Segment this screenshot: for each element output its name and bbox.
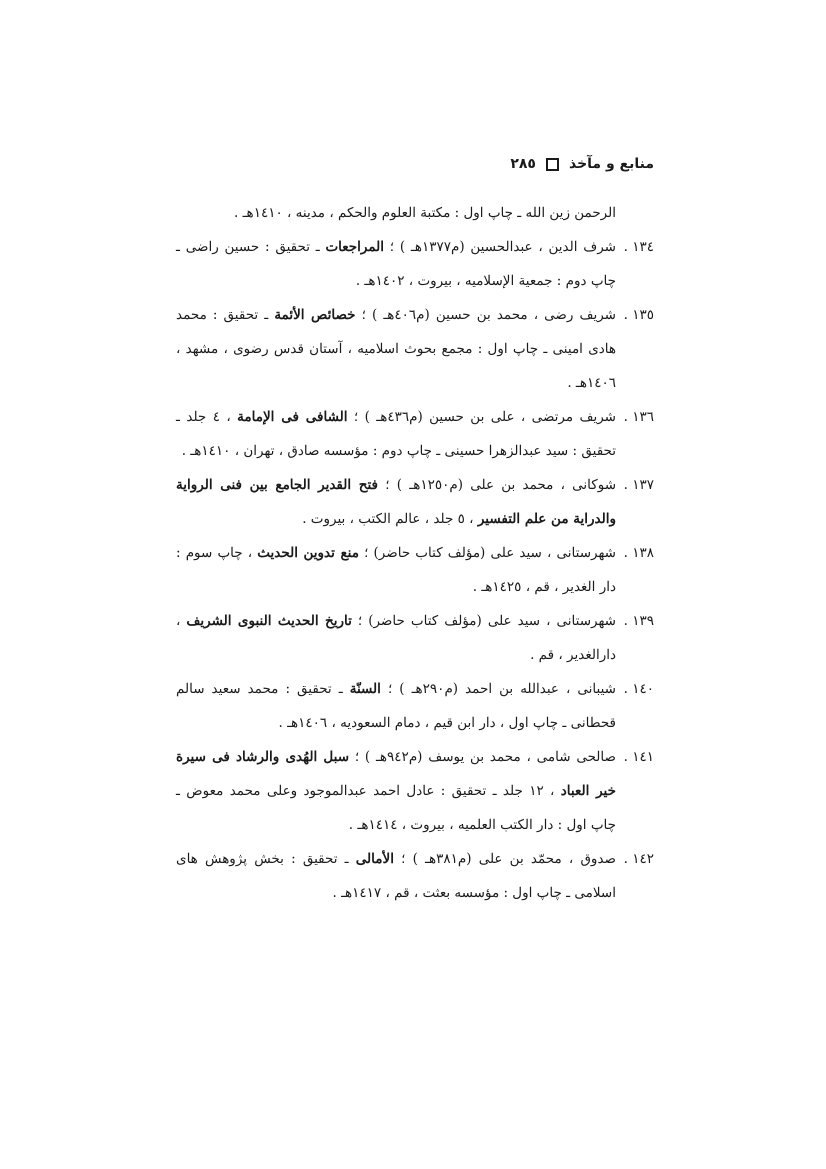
entry-details: ، ٥ جلد ، عالم الكتب ، بيروت . xyxy=(302,511,478,527)
entry-number: ١٣٧ . xyxy=(623,477,654,493)
entry-author: شريف مرتضى ، على بن حسين (م٤٣٦هـ ) ؛ xyxy=(347,409,616,425)
bibliography-entry xyxy=(176,468,654,536)
bibliography-entry-continuation xyxy=(176,196,654,230)
entry-details: ـ تحقيق : حسين راضى ـ چاپ دوم : جمعية الإسلاميه ، بيروت ، ١٤٠٢هـ . xyxy=(176,239,616,289)
entry-details: ، ٤ جلد ـ تحقيق : سيد عبدالزهرا حسينى ـ چاپ دوم : مؤسسه صادق ، تهران ، ١٤١٠هـ . xyxy=(176,409,616,459)
entry-details: ، دارالغدير ، قم . xyxy=(176,613,616,663)
entry-text: الرحمن زين الله ـ چاپ اول : مكتبة العلوم والحكم ، مدينه ، ١٤١٠هـ . xyxy=(234,205,616,221)
bibliography-entry xyxy=(176,604,654,672)
entry-title: الأمالى xyxy=(355,851,394,867)
page-number: ٢٨٥ xyxy=(510,156,536,172)
bibliography-entry xyxy=(176,400,654,468)
entry-number: ١٤٠ . xyxy=(623,681,654,697)
entry-author: شريف رضى ، محمد بن حسين (م٤٠٦هـ ) ؛ xyxy=(355,307,616,323)
entry-title: فتح القدير الجامع بين فنى الرواية والدراية من علم التفسير xyxy=(176,477,616,527)
entry-title: منع تدوين الحديث xyxy=(257,545,359,561)
entry-author: شرف الدين ، عبدالحسين (م١٣٧٧هـ ) ؛ xyxy=(384,239,616,255)
entry-details: ـ تحقيق : محمد سعيد سالم قحطانى ـ چاپ اول ، دار ابن قيم ، دمام السعوديه ، ١٤٠٦هـ . xyxy=(176,681,616,731)
entry-number: ١٣٦ . xyxy=(623,409,654,425)
entry-number: ١٤٢ . xyxy=(623,851,654,867)
entry-details: ـ تحقيق : بخش پژوهش هاى اسلامى ـ چاپ اول : مؤسسه بعثت ، قم ، ١٤١٧هـ . xyxy=(176,851,616,901)
entry-title: السنّة xyxy=(349,681,381,697)
entry-number: ١٣٥ . xyxy=(623,307,654,323)
entry-title: خصائص الأئمة xyxy=(274,307,356,323)
bibliography-entry xyxy=(176,842,654,910)
bibliography-entry xyxy=(176,672,654,740)
entry-number: ١٤١ . xyxy=(623,749,654,765)
bibliography-entry xyxy=(176,740,654,842)
entry-title: الشافى فى الإمامة xyxy=(237,409,348,425)
entry-author: شهرستانى ، سيد على (مؤلف كتاب حاضر) ؛ xyxy=(358,545,616,561)
running-header-title: منابع و مآخذ xyxy=(568,156,654,172)
bibliography-list xyxy=(176,196,654,910)
entry-author: شوكانى ، محمد بن على (م١٢٥٠هـ ) ؛ xyxy=(378,477,617,493)
entry-details: ـ تحقيق : محمد هادى امينى ـ چاپ اول : مجمع بحوث اسلاميه ، آستان قدس رضوى ، مشهد ، ١٤٠٦هـ . xyxy=(176,307,616,391)
bibliography-entry xyxy=(176,298,654,400)
entry-number: ١٣٩ . xyxy=(623,613,654,629)
running-header xyxy=(176,150,654,178)
entry-author: صدوق ، محمّد بن على (م٣٨١هـ ) ؛ xyxy=(393,851,616,867)
entry-details: ، ١٢ جلد ـ تحقيق : عادل احمد عبدالموجود وعلى محمد معوض ـ چاپ اول : دار الكتب العلميه ، بيروت ، ١٤١٤هـ . xyxy=(176,783,616,833)
entry-number: ١٣٨ . xyxy=(623,545,654,561)
entry-details: ، چاپ سوم : دار الغدير ، قم ، ١٤٢٥هـ . xyxy=(176,545,616,595)
entry-title: تاريخ الحديث النبوى الشريف xyxy=(186,613,352,629)
header-box-icon xyxy=(546,158,559,171)
entry-title: المراجعات xyxy=(325,239,385,255)
entry-author: شيبانى ، عبدالله بن احمد (م٢٩٠هـ ) ؛ xyxy=(380,681,616,697)
entry-author: صالحى شامى ، محمد بن يوسف (م٩٤٢هـ ) ؛ xyxy=(349,749,616,765)
entry-title: سبل الهُدى والرشاد فى سيرة خير العباد xyxy=(176,749,616,799)
bibliography-entry xyxy=(176,536,654,604)
bibliography-entry xyxy=(176,230,654,298)
entry-number: ١٣٤ . xyxy=(623,239,654,255)
entry-author: شهرستانى ، سيد على (مؤلف كتاب حاضر) ؛ xyxy=(351,613,616,629)
